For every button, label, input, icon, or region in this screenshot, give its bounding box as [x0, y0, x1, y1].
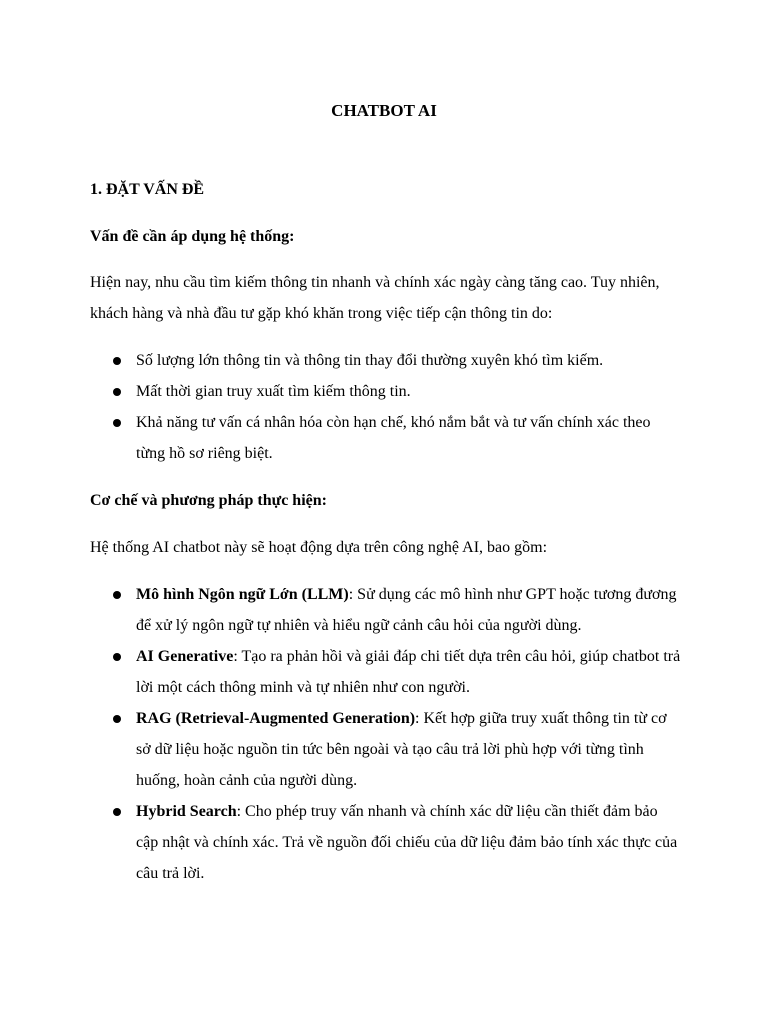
bullet-icon: [113, 591, 121, 599]
problem-list: [90, 345, 690, 469]
problem-text: Mất thời gian truy xuất tìm kiếm thông tin.: [136, 383, 411, 400]
method-desc: : Kết hợp giữa truy xuất thông tin từ cơ sở dữ liệu hoặc nguồn tin tức bên ngoài và tạo câu trả lời phù hợp với từng tình huống, hoàn cảnh của người dùng.: [136, 710, 667, 789]
bullet-icon: [113, 388, 121, 396]
method-term: RAG (Retrieval-Augmented Generation): [136, 710, 416, 727]
problem-text: Khả năng tư vấn cá nhân hóa còn hạn chế, khó nắm bắt và tư vấn chính xác theo từng hồ sơ riêng biệt.: [136, 414, 651, 462]
document-title: CHATBOT AI: [331, 101, 437, 120]
list-item: [90, 407, 682, 469]
bullet-icon: [113, 419, 121, 427]
method-term: AI Generative: [136, 648, 234, 665]
bullet-icon: [113, 653, 121, 661]
problem-text: Số lượng lớn thông tin và thông tin thay đổi thường xuyên khó tìm kiếm.: [136, 352, 604, 369]
method-desc: : Tạo ra phản hồi và giải đáp chi tiết dựa trên câu hỏi, giúp chatbot trả lời một cách thông minh và tự nhiên như con người.: [136, 648, 681, 696]
list-item: [90, 796, 682, 889]
method-subheading: Cơ chế và phương pháp thực hiện:: [90, 492, 327, 509]
list-item: [90, 376, 682, 407]
problem-subheading: Vấn đề cần áp dụng hệ thống:: [90, 228, 295, 245]
method-term: Mô hình Ngôn ngữ Lớn (LLM): [136, 586, 349, 603]
bullet-icon: [113, 808, 121, 816]
list-item: [90, 579, 682, 641]
method-intro: Hệ thống AI chatbot này sẽ hoạt động dựa trên công nghệ AI, bao gồm:: [90, 539, 548, 556]
bullet-icon: [113, 357, 121, 365]
method-desc: : Cho phép truy vấn nhanh và chính xác dữ liệu cần thiết đảm bảo cập nhật và chính xác. Trả về nguồn đối chiếu của dữ liệu đảm bảo tính xác thực của câu trả lời.: [136, 803, 678, 882]
list-item: [90, 641, 682, 703]
problem-intro: Hiện nay, nhu cầu tìm kiếm thông tin nhanh và chính xác ngày càng tăng cao. Tuy nhiên, khách hàng và nhà đầu tư gặp khó khăn trong việc tiếp cận thông tin do:: [90, 274, 660, 322]
method-term: Hybrid Search: [136, 803, 237, 820]
method-desc: : Sử dụng các mô hình như GPT hoặc tương đương để xử lý ngôn ngữ tự nhiên và hiểu ngữ cảnh câu hỏi của người dùng.: [136, 586, 677, 634]
list-item: [90, 703, 682, 796]
section-heading: 1. ĐẶT VẤN ĐỀ: [90, 181, 205, 198]
list-item: [90, 345, 682, 376]
bullet-icon: [113, 715, 121, 723]
method-list: [90, 579, 690, 889]
